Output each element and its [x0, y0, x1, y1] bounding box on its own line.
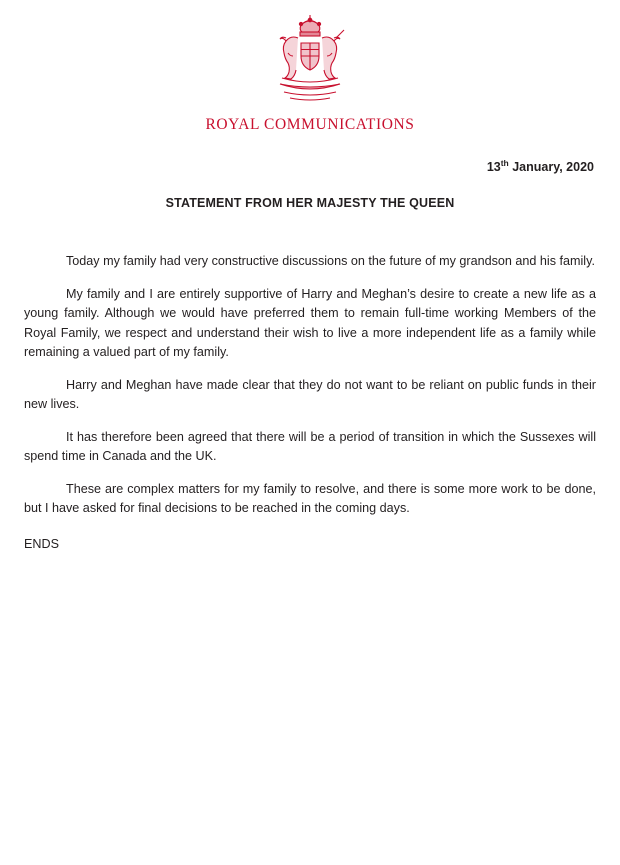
statement-body	[24, 252, 596, 554]
paragraph: Today my family had very constructive discussions on the future of my grandson and his family.	[66, 254, 595, 269]
date-rest: January, 2020	[508, 160, 594, 175]
crest-container	[24, 0, 596, 104]
paragraph: My family and I are entirely supportive of Harry and Meghan’s desire to create a new life as a young family. Although we would have preferred them to remain full-time working Members of the Royal Family, we respect and understand their wish to live a more independent life as a family while remaining a valued part of my family.	[24, 286, 596, 360]
date-day: 13	[486, 160, 501, 175]
page-title: STATEMENT FROM HER MAJESTY THE QUEEN	[165, 196, 455, 211]
date-ordinal: th	[500, 158, 509, 168]
date-line	[24, 158, 596, 174]
paragraph: It has therefore been agreed that there will be a period of transition in which the Sussexes will spend time in Canada and the UK.	[24, 429, 596, 464]
masthead-title: ROYAL COMMUNICATIONS	[205, 116, 415, 133]
royal-coat-of-arms-icon	[260, 12, 360, 104]
ends-marker: ENDS	[24, 536, 59, 551]
paragraph: These are complex matters for my family to resolve, and there is some more work to be done, but I have asked for final decisions to be reached in the coming days.	[24, 481, 596, 516]
paragraph: Harry and Meghan have made clear that they do not want to be reliant on public funds in their new lives.	[24, 377, 596, 412]
